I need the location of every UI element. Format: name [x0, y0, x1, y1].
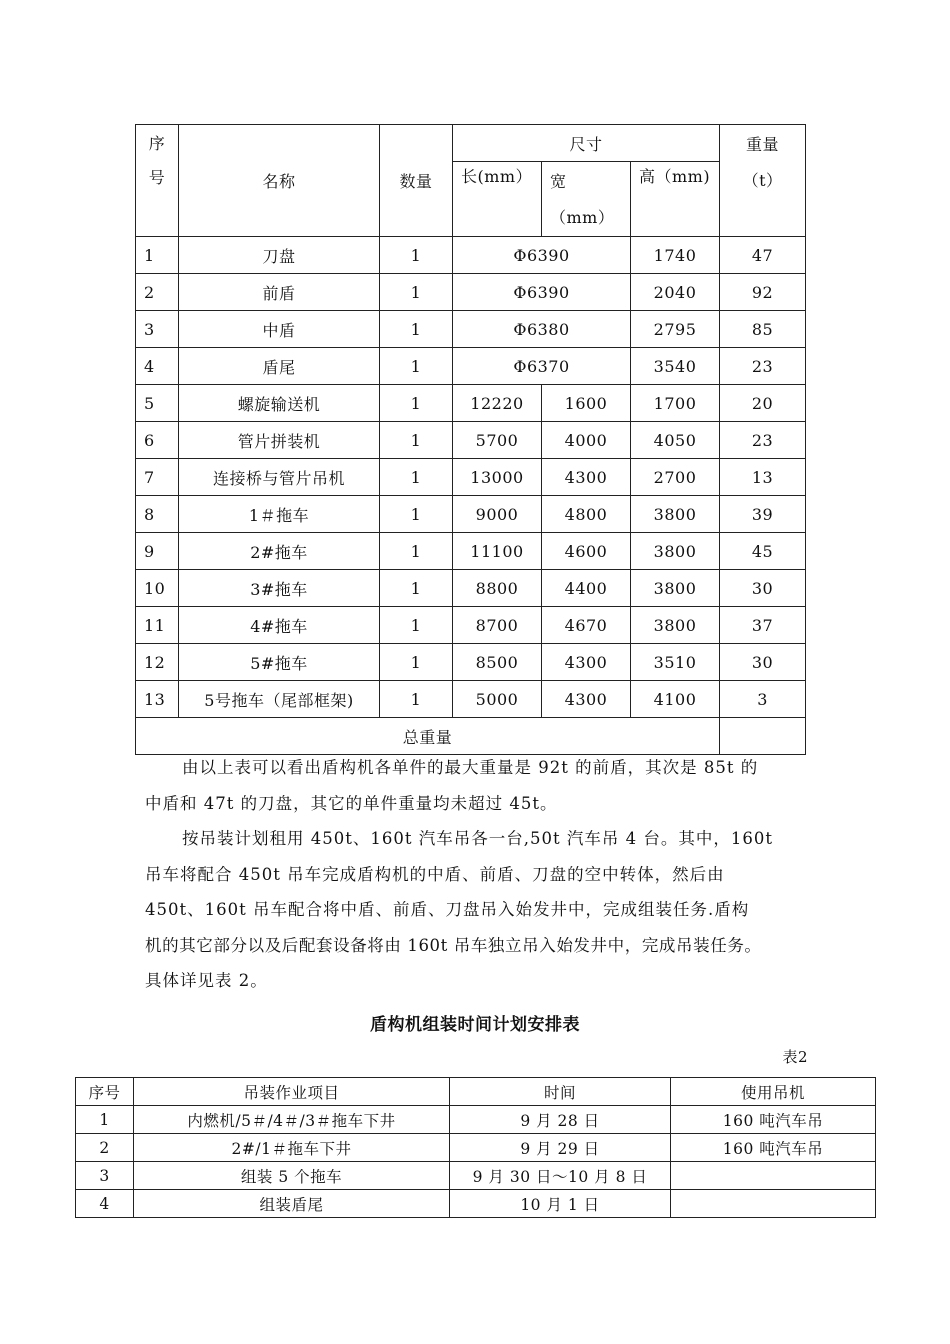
height-cell: 1700 [631, 385, 720, 422]
crane-cell [671, 1190, 876, 1218]
header-weight [720, 125, 806, 237]
time-cell: 9 月 29 日 [450, 1134, 671, 1162]
name-cell: 中盾 [179, 311, 380, 348]
seq-cell: 11 [136, 607, 179, 644]
seq-cell: 3 [136, 311, 179, 348]
height-cell: 2795 [631, 311, 720, 348]
seq-cell: 12 [136, 644, 179, 681]
name-cell: 4#拖车 [179, 607, 380, 644]
name-cell: 螺旋输送机 [179, 385, 380, 422]
length-cell: 5700 [453, 422, 542, 459]
header-weight-unit: （t） [742, 171, 783, 190]
length-cell: 8500 [453, 644, 542, 681]
header-height: 高（mm) [631, 162, 720, 237]
task-cell: 2#/1＃拖车下井 [134, 1134, 450, 1162]
qty-cell: 1 [380, 274, 453, 311]
header-width-label: 宽 [550, 172, 567, 191]
p2-line4: 机的其它部分以及后配套设备将由 160t 吊车独立吊入始发井中，完成吊装任务。 [145, 935, 762, 955]
table-header-row [76, 1078, 876, 1106]
assembly-schedule-table [75, 1077, 876, 1218]
weight-cell: 37 [720, 607, 806, 644]
seq-cell: 13 [136, 681, 179, 718]
table-number: 表2 [782, 1048, 808, 1066]
table-row [136, 348, 806, 385]
qty-cell: 1 [380, 644, 453, 681]
height-cell: 4100 [631, 681, 720, 718]
seq-cell: 2 [76, 1134, 134, 1162]
weight-cell: 13 [720, 459, 806, 496]
width-cell: 4000 [542, 422, 631, 459]
analysis-paragraph [145, 750, 825, 999]
qty-cell: 1 [380, 459, 453, 496]
qty-cell: 1 [380, 348, 453, 385]
weight-cell: 3 [720, 681, 806, 718]
length-cell: 8700 [453, 607, 542, 644]
table-row [76, 1190, 876, 1218]
equipment-weight-table [135, 124, 806, 755]
width-cell: 4300 [542, 459, 631, 496]
time-cell: 10 月 1 日 [450, 1190, 671, 1218]
width-cell: 4300 [542, 681, 631, 718]
time-cell: 9 月 30 日～10 月 8 日 [450, 1162, 671, 1190]
header-crane: 使用吊机 [671, 1078, 876, 1106]
height-cell: 3800 [631, 607, 720, 644]
name-cell: 5号拖车（尾部框架) [179, 681, 380, 718]
weight-cell: 30 [720, 644, 806, 681]
seq-cell: 2 [136, 274, 179, 311]
header-seq-text: 序号 [148, 134, 166, 187]
seq-cell: 8 [136, 496, 179, 533]
name-cell: 盾尾 [179, 348, 380, 385]
header-length: 长(mm） [453, 162, 542, 237]
table-row [136, 311, 806, 348]
weight-cell: 85 [720, 311, 806, 348]
seq-cell: 10 [136, 570, 179, 607]
header-name: 名称 [179, 125, 380, 237]
height-cell: 2700 [631, 459, 720, 496]
table-row [136, 237, 806, 274]
length-cell: 11100 [453, 533, 542, 570]
table-row [136, 422, 806, 459]
width-cell: 4600 [542, 533, 631, 570]
crane-cell: 160 吨汽车吊 [671, 1134, 876, 1162]
weight-cell: 47 [720, 237, 806, 274]
table-row [136, 459, 806, 496]
qty-cell: 1 [380, 496, 453, 533]
schedule-table-title: 盾构机组装时间计划安排表 [370, 1015, 580, 1035]
qty-cell: 1 [380, 607, 453, 644]
seq-cell: 1 [76, 1106, 134, 1134]
seq-cell: 4 [136, 348, 179, 385]
header-size: 尺寸 [453, 125, 720, 162]
name-cell: 刀盘 [179, 237, 380, 274]
height-cell: 3800 [631, 496, 720, 533]
crane-cell [671, 1162, 876, 1190]
qty-cell: 1 [380, 570, 453, 607]
crane-cell: 160 吨汽车吊 [671, 1106, 876, 1134]
table-row [136, 496, 806, 533]
seq-cell: 3 [76, 1162, 134, 1190]
qty-cell: 1 [380, 681, 453, 718]
p1-line2: 中盾和 47t 的刀盘，其它的单件重量均未超过 45t。 [145, 793, 558, 813]
qty-cell: 1 [380, 533, 453, 570]
weight-cell: 30 [720, 570, 806, 607]
diameter-cell: Φ6390 [453, 237, 631, 274]
seq-cell: 5 [136, 385, 179, 422]
total-weight-label: 总重量 [136, 718, 720, 755]
table-row [136, 385, 806, 422]
length-cell: 9000 [453, 496, 542, 533]
total-weight-value [720, 718, 806, 755]
weight-cell: 23 [720, 348, 806, 385]
header-width [542, 162, 631, 237]
seq-cell: 9 [136, 533, 179, 570]
diameter-cell: Φ6390 [453, 274, 631, 311]
table-row [136, 607, 806, 644]
name-cell: 2#拖车 [179, 533, 380, 570]
length-cell: 13000 [453, 459, 542, 496]
p2-line3: 450t、160t 吊车配合将中盾、前盾、刀盘吊入始发井中，完成组装任务.盾构 [145, 900, 750, 919]
diameter-cell: Φ6370 [453, 348, 631, 385]
weight-cell: 45 [720, 533, 806, 570]
table-row [76, 1134, 876, 1162]
header-weight-label: 重量 [746, 135, 780, 154]
name-cell: 3#拖车 [179, 570, 380, 607]
table-row [136, 570, 806, 607]
table-row [136, 681, 806, 718]
name-cell: 连接桥与管片吊机 [179, 459, 380, 496]
width-cell: 1600 [542, 385, 631, 422]
weight-cell: 23 [720, 422, 806, 459]
seq-cell: 6 [136, 422, 179, 459]
height-cell: 1740 [631, 237, 720, 274]
height-cell: 3540 [631, 348, 720, 385]
qty-cell: 1 [380, 385, 453, 422]
name-cell: 5#拖车 [179, 644, 380, 681]
length-cell: 12220 [453, 385, 542, 422]
task-cell: 组装 5 个拖车 [134, 1162, 450, 1190]
table-row [136, 533, 806, 570]
qty-cell: 1 [380, 422, 453, 459]
p2-line2: 吊车将配合 450t 吊车完成盾构机的中盾、前盾、刀盘的空中转体，然后由 [145, 864, 725, 884]
table-row [136, 644, 806, 681]
header-qty: 数量 [380, 125, 453, 237]
height-cell: 3800 [631, 570, 720, 607]
length-cell: 8800 [453, 570, 542, 607]
height-cell: 2040 [631, 274, 720, 311]
weight-cell: 39 [720, 496, 806, 533]
table-row [136, 274, 806, 311]
header-time: 时间 [450, 1078, 671, 1106]
name-cell: 管片拼装机 [179, 422, 380, 459]
task-cell: 内燃机/5＃/4＃/3＃拖车下井 [134, 1106, 450, 1134]
width-cell: 4400 [542, 570, 631, 607]
height-cell: 3800 [631, 533, 720, 570]
qty-cell: 1 [380, 311, 453, 348]
length-cell: 5000 [453, 681, 542, 718]
p2-line5: 具体详见表 2。 [145, 971, 268, 990]
table-row [76, 1162, 876, 1190]
p1-line1: 由以上表可以看出盾构机各单件的最大重量是 92t 的前盾，其次是 85t 的 [182, 758, 759, 777]
header-seq [136, 125, 179, 237]
name-cell: 前盾 [179, 274, 380, 311]
seq-cell: 4 [76, 1190, 134, 1218]
height-cell: 3510 [631, 644, 720, 681]
weight-cell: 92 [720, 274, 806, 311]
qty-cell: 1 [380, 237, 453, 274]
header-task: 吊装作业项目 [134, 1078, 450, 1106]
name-cell: 1＃拖车 [179, 496, 380, 533]
time-cell: 9 月 28 日 [450, 1106, 671, 1134]
table-row [76, 1106, 876, 1134]
width-cell: 4800 [542, 496, 631, 533]
p2-line1: 按吊装计划租用 450t、160t 汽车吊各一台,50t 汽车吊 4 台。其中，160t [182, 829, 773, 848]
header-width-unit: （mm） [550, 208, 615, 227]
diameter-cell: Φ6380 [453, 311, 631, 348]
header-seq: 序号 [76, 1078, 134, 1106]
task-cell: 组装盾尾 [134, 1190, 450, 1218]
seq-cell: 1 [136, 237, 179, 274]
seq-cell: 7 [136, 459, 179, 496]
weight-cell: 20 [720, 385, 806, 422]
height-cell: 4050 [631, 422, 720, 459]
width-cell: 4670 [542, 607, 631, 644]
width-cell: 4300 [542, 644, 631, 681]
